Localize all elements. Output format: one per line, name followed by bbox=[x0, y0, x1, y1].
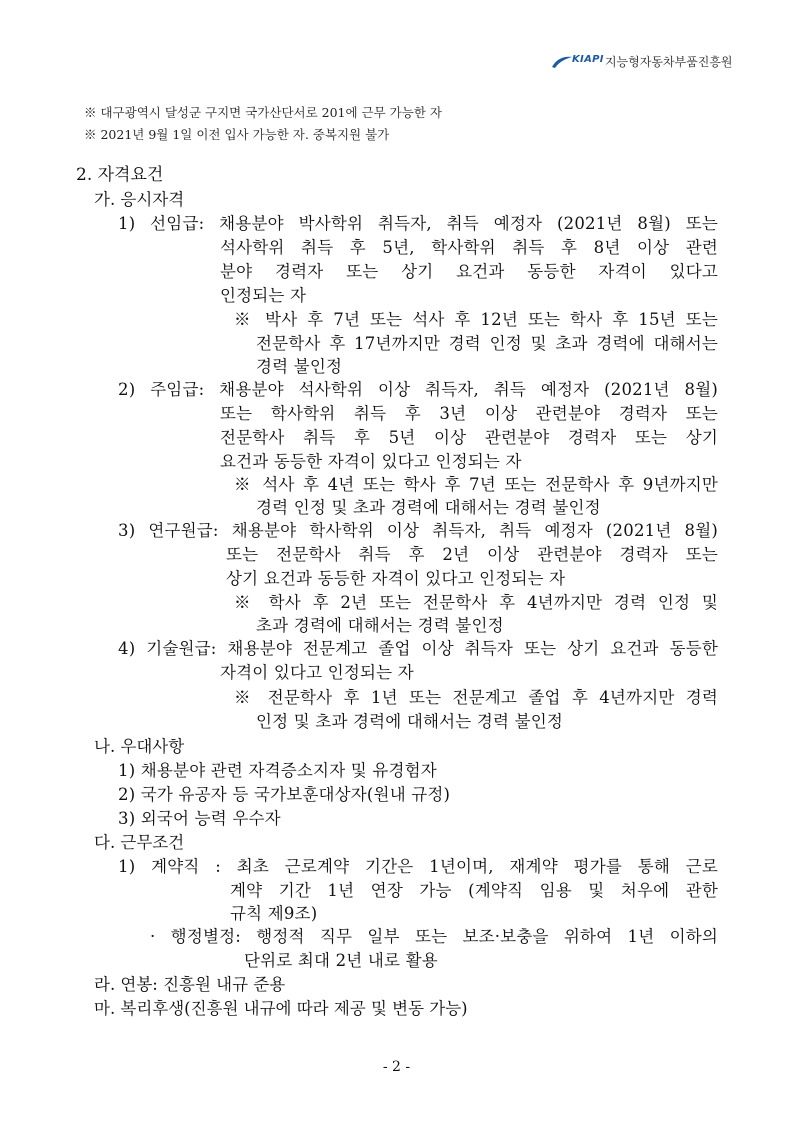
preference-item: 3) 외국어 능력 우수자 bbox=[118, 809, 281, 828]
admin-special-line-1: · 행정별정: 행정적 직무 일부 또는 보조·보충을 위하여 1년 이하의 bbox=[150, 927, 718, 946]
contract-line-1: 1) 계약직 : 최초 근로계약 기간은 1년이며, 재계약 평가를 통해 근로 bbox=[118, 857, 718, 876]
grade-researcher-note-1: ※ 학사 후 2년 또는 전문학사 후 4년까지만 경력 인정 및 bbox=[234, 593, 718, 612]
swoosh-icon bbox=[551, 54, 573, 70]
grade-assistant-line-3: 전문학사 취득 후 5년 이상 관련분야 경력자 또는 상기 bbox=[220, 428, 718, 447]
grade-technician-line-2: 자격이 있다고 인정되는 자 bbox=[220, 663, 414, 682]
admin-special-line-2: 단위로 최대 2년 내로 활용 bbox=[244, 951, 438, 970]
grade-assistant-note-1: ※ 석사 후 4년 또는 학사 후 7년 또는 전문학사 후 9년까지만 bbox=[234, 475, 718, 494]
grade-technician-note-1: ※ 전문학사 후 1년 또는 전문계고 졸업 후 4년까지만 경력 bbox=[234, 688, 718, 707]
grade-assistant-note-2: 경력 인정 및 초과 경력에 대해서는 경력 불인정 bbox=[256, 498, 601, 517]
notice-location: ※ 대구광역시 달성군 구지면 국가산단서로 201에 근무 가능한 자 bbox=[84, 105, 442, 120]
subsection-ra-title: 라. 연봉: 진흥원 내규 준용 bbox=[94, 975, 286, 994]
grade-assistant-line-1: 2) 주임급: 채용분야 석사학위 이상 취득자, 취득 예정자 (2021년 8월) bbox=[118, 380, 718, 399]
grade-technician-note-2: 인정 및 초과 경력에 대해서는 경력 불인정 bbox=[256, 712, 564, 731]
grade-senior-note-2: 전문학사 후 17년까지만 경력 인정 및 초과 경력에 대해서는 bbox=[256, 334, 718, 353]
grade-researcher-line-2: 또는 전문학사 취득 후 2년 이상 관련분야 경력자 또는 bbox=[226, 545, 718, 564]
grade-researcher-line-3: 상기 요건과 동등한 자격이 있다고 인정되는 자 bbox=[226, 569, 566, 588]
contract-line-3: 규칙 제9조) bbox=[230, 904, 318, 923]
contract-line-2: 계약 기간 1년 연장 가능 (계약직 임용 및 처우에 관한 bbox=[230, 881, 718, 900]
grade-senior-line-3: 분야 경력자 또는 상기 요건과 동등한 자격이 있다고 bbox=[220, 262, 718, 281]
subsection-na-title: 나. 우대사항 bbox=[94, 737, 185, 756]
section-title: 2. 자격요건 bbox=[76, 165, 164, 185]
preference-item: 1) 채용분야 관련 자격증소지자 및 유경험자 bbox=[118, 761, 437, 780]
logo-mark: KIAPI bbox=[572, 54, 604, 65]
grade-technician-line-1: 4) 기술원급: 채용분야 전문계고 졸업 이상 취득자 또는 상기 요건과 동등한 bbox=[118, 639, 718, 658]
grade-researcher-line-1: 3) 연구원급: 채용분야 학사학위 이상 취득자, 취득 예정자 (2021년 8월) bbox=[118, 521, 718, 540]
subsection-ga-title: 가. 응시자격 bbox=[94, 190, 185, 209]
grade-senior-line-4: 인정되는 자 bbox=[220, 286, 307, 305]
grade-senior-note-1: ※ 박사 후 7년 또는 석사 후 12년 또는 학사 후 15년 또는 bbox=[234, 310, 718, 329]
page-number: - 2 - bbox=[382, 1059, 411, 1075]
grade-senior-line-1: 1) 선임급: 채용분야 박사학위 취득자, 취득 예정자 (2021년 8월) 또는 bbox=[118, 214, 718, 233]
grade-senior-note-3: 경력 불인정 bbox=[256, 357, 343, 376]
grade-assistant-line-2: 또는 학사학위 취득 후 3년 이상 관련분야 경력자 또는 bbox=[220, 404, 718, 423]
notice-start-date: ※ 2021년 9월 1일 이전 입사 가능한 자. 중복지원 불가 bbox=[84, 127, 390, 142]
header-logo bbox=[551, 52, 761, 72]
grade-assistant-line-4: 요건과 동등한 자격이 있다고 인정되는 자 bbox=[220, 452, 522, 471]
org-name: 지능형자동차부품진흥원 bbox=[605, 55, 733, 69]
subsection-ma-title: 마. 복리후생(진흥원 내규에 따라 제공 및 변동 가능) bbox=[94, 999, 468, 1018]
grade-senior-line-2: 석사학위 취득 후 5년, 학사학위 취득 후 8년 이상 관련 bbox=[220, 238, 718, 257]
subsection-da-title: 다. 근무조건 bbox=[94, 833, 185, 852]
grade-researcher-note-2: 초과 경력에 대해서는 경력 불인정 bbox=[256, 616, 504, 635]
preference-item: 2) 국가 유공자 등 국가보훈대상자(원내 규정) bbox=[118, 785, 451, 804]
